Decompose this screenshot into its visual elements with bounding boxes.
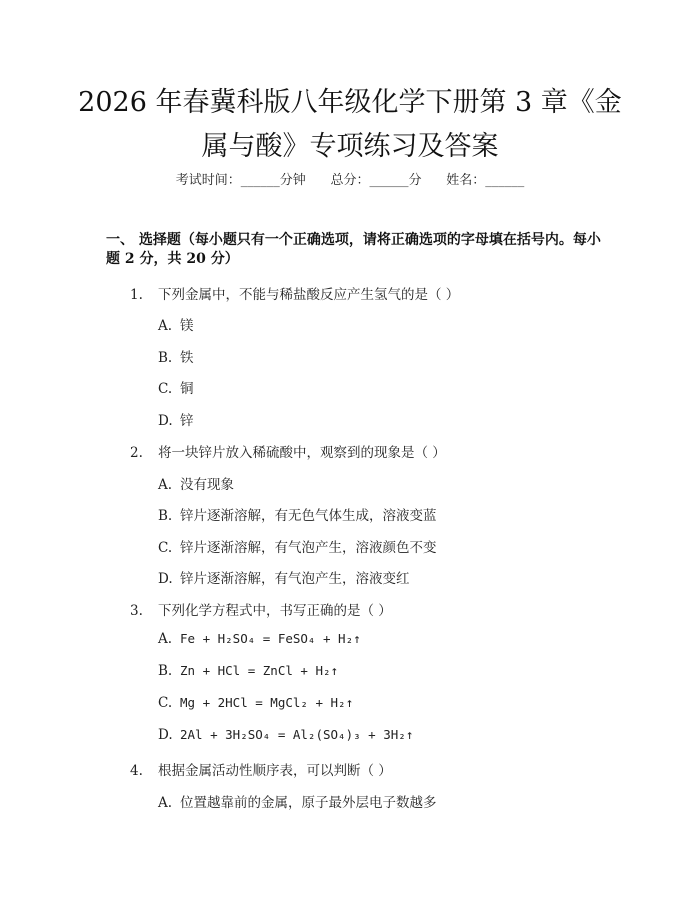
question-text: 下列化学方程式中，书写正确的是（ ） xyxy=(158,603,392,619)
option-text: 铁 xyxy=(180,350,194,366)
option-1c[interactable] xyxy=(158,377,194,397)
option-letter: A. xyxy=(158,795,173,811)
option-letter: B. xyxy=(158,508,173,524)
option-letter: A. xyxy=(158,631,173,647)
question-text: 根据金属活动性顺序表，可以判断（ ） xyxy=(158,763,392,779)
option-1b[interactable] xyxy=(158,346,194,366)
option-letter: C. xyxy=(158,540,173,556)
option-text: 没有现象 xyxy=(180,477,234,493)
option-formula: Mg + 2HCl = MgCl₂ + H₂↑ xyxy=(180,695,354,710)
section-heading-line-1: 一、 选择题（每小题只有一个正确选项，请将正确选项的字母填在括号内。每小 xyxy=(106,232,601,248)
option-letter: B. xyxy=(158,350,173,366)
question-number: 2. xyxy=(130,445,143,461)
option-3b[interactable] xyxy=(158,663,338,679)
question-number: 4. xyxy=(130,763,143,779)
option-2d[interactable] xyxy=(158,567,410,587)
option-text: 位置越靠前的金属，原子最外层电子数越多 xyxy=(180,795,437,811)
option-text: 锌 xyxy=(180,413,194,429)
option-letter: A. xyxy=(158,318,173,334)
question-1 xyxy=(130,283,459,303)
section-heading-line-2: 题 2 分，共 20 分） xyxy=(106,251,239,267)
option-formula: 2Al + 3H₂SO₄ = Al₂(SO₄)₃ + 3H₂↑ xyxy=(180,727,414,742)
question-number: 1. xyxy=(130,287,143,303)
option-3c[interactable] xyxy=(158,695,353,711)
option-2b[interactable] xyxy=(158,504,437,524)
option-letter: B. xyxy=(158,663,173,679)
option-3d[interactable] xyxy=(158,727,413,743)
option-text: 锌片逐渐溶解，有气泡产生，溶液颜色不变 xyxy=(180,540,437,556)
question-number: 3. xyxy=(130,603,143,619)
document-title-line-1: 2026 年春冀科版八年级化学下册第 3 章《金 xyxy=(78,87,622,118)
question-text: 将一块锌片放入稀硫酸中，观察到的现象是（ ） xyxy=(158,445,446,461)
option-text: 锌片逐渐溶解，有气泡产生，溶液变红 xyxy=(180,571,410,587)
option-4a[interactable] xyxy=(158,791,437,811)
option-letter: C. xyxy=(158,695,173,711)
option-2c[interactable] xyxy=(158,536,437,556)
option-1a[interactable] xyxy=(158,314,194,334)
option-formula: Zn + HCl = ZnCl + H₂↑ xyxy=(180,663,339,678)
question-3 xyxy=(130,599,392,619)
option-text: 锌片逐渐溶解，有无色气体生成，溶液变蓝 xyxy=(180,508,437,524)
option-1d[interactable] xyxy=(158,409,194,429)
option-letter: D. xyxy=(158,413,173,429)
option-letter: D. xyxy=(158,571,173,587)
option-letter: A. xyxy=(158,477,173,493)
question-text: 下列金属中，不能与稀盐酸反应产生氢气的是（ ） xyxy=(158,287,460,303)
question-2 xyxy=(130,441,446,461)
option-formula: Fe + H₂SO₄ = FeSO₄ + H₂↑ xyxy=(180,631,361,646)
option-3a[interactable] xyxy=(158,631,361,647)
option-letter: D. xyxy=(158,727,173,743)
option-text: 镁 xyxy=(180,318,194,334)
exam-info-line: 考试时间：______分钟 总分：______分 姓名：______ xyxy=(175,173,525,188)
question-4 xyxy=(130,759,392,779)
option-2a[interactable] xyxy=(158,473,234,493)
option-letter: C. xyxy=(158,381,173,397)
document-title-line-2: 属与酸》专项练习及答案 xyxy=(201,131,499,162)
option-text: 铜 xyxy=(180,381,194,397)
